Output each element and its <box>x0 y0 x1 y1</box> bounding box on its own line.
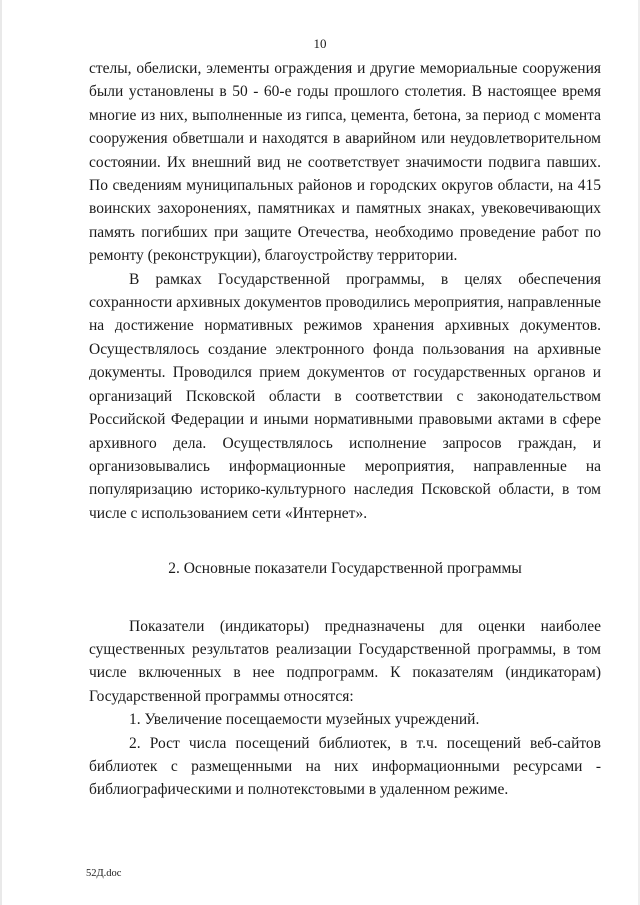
paragraph-indicators-intro: Показатели (индикаторы) предназначены для оценки наиболее существенных результатов реализации Государственной программы, в том числе включенных в нее подпрограмм. К показателям (индикаторам) Государственной программы относятся: <box>89 617 601 705</box>
footer-filename: 52Д.doc <box>86 868 122 879</box>
paragraph-archives: В рамках Государственной программы, в целях обеспечения сохранности архивных документов проводились мероприятия, направленные на достижение нормативных режимов хранения архивных документов. Осуществлялось создание электронного фонда пользования на архивные документы. Проводился прием документов от государственных органов и организаций Псковской области в соответствии с законодательством Российской Федерации и иными нормативными правовыми актами в сфере архивного дела. Осуществлялось исполнение запросов граждан, и организовывались информационные мероприятия, направленные на популяризацию историко-культурного наследия Псковской области, в том числе с использованием сети «Интернет». <box>89 270 601 522</box>
section-heading: 2. Основные показатели Государственной программы <box>168 560 522 578</box>
page-number: 10 <box>313 36 327 51</box>
scan-edge-left <box>0 0 2 905</box>
list-item-museum-attendance: 1. Увеличение посещаемости музейных учреждений. <box>129 711 480 729</box>
list-item-library-visits: 2. Рост числа посещений библиотек, в т.ч. посещений веб-сайтов библиотек с размещенными на них информационными ресурсами - библиографическими и полнотекстовыми в удаленном режиме. <box>89 734 601 799</box>
paragraph-memorials: стелы, обелиски, элементы ограждения и другие мемориальные сооружения были установлены в 50 - 60-е годы прошлого столетия. В настоящее время многие из них, выполненные из гипса, цемента, бетона, за период с момента сооружения обветшали и находятся в аварийном или неудовлетворительном состоянии. Их внешний вид не соответствует значимости подвига павших. По сведениям муниципальных районов и городских округов области, на 415 воинских захоронениях, памятниках и памятных знаках, увековечивающих память погибших при защите Отечества, необходимо проведение работ по ремонту (реконструкции), благоустройству территории. <box>89 60 601 265</box>
document-body <box>89 57 601 802</box>
